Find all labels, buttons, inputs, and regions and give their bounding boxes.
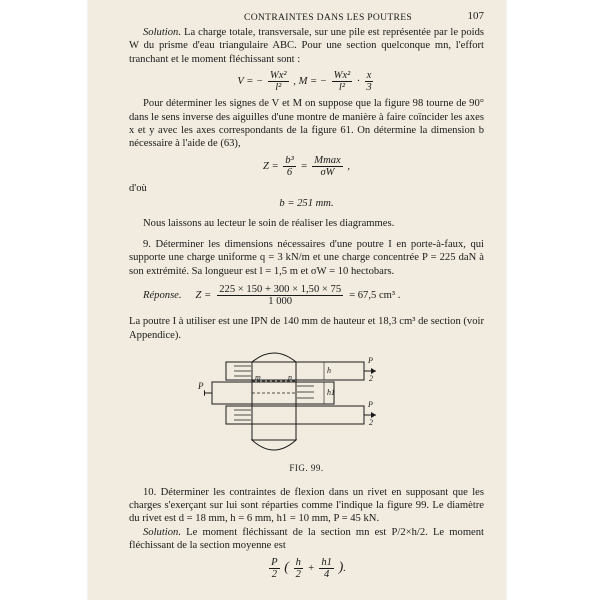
diagram-note: Nous laissons au lecteur le soin de réaliser les diagrammes. [143,217,395,229]
dou-text: d'où [129,182,147,194]
eq2-b-num: b³ [285,154,294,166]
eq-v-fraction [268,70,289,93]
label-p-top-den: 2 [369,374,373,384]
answer-num: 225 × 150 + 300 × 1,50 × 75 [219,284,342,296]
label-h: h [327,366,331,376]
eq-v-lhs: V = − [237,76,264,88]
label-p-bottom-den: 2 [369,418,373,428]
eq4-h1-den: 4 [323,568,330,580]
label-p-left: P [198,381,204,392]
eq-x-fraction [364,70,373,93]
eq4-h-fraction [294,557,303,580]
eq4-p-fraction [269,557,279,580]
eq-v-num: Wx² [269,70,287,82]
eq4-p-den: 2 [271,568,277,580]
solution-paragraph-2 [129,526,484,553]
eq2-m-fraction [312,155,342,178]
label-p-bottom: P [368,400,373,410]
eq4-p-num: P [271,556,278,568]
answer-den: 1 000 [268,296,293,308]
eq4-h1-fraction [319,557,334,580]
label-n: n [288,373,292,383]
rivet-head-bottom [252,440,296,450]
page-number: 107 [467,10,484,22]
solution-label: Solution. [143,27,181,38]
eq-m-lhs: , M = − [293,76,327,88]
problem-9: 9. Déterminer les dimensions nécessaires d'une poutre I en porte-à-faux, qui supporte une charge uniforme q = 3 kN/m et une charge concentrée P = 225 daN à son extrémité. Sa longueur est l = 1,5 m et σW = 10 hectobars. [129,239,484,277]
eq4-h-num: h [295,556,301,568]
label-p-top: P [368,356,373,366]
answer-label: Réponse. [143,290,182,302]
eq2-m-den: σW [320,166,335,178]
figure-99 [198,348,380,460]
eq2-equals: = [300,160,308,172]
rivet-head-top [252,353,296,362]
label-h1: h1 [327,388,335,398]
eq-m-den: l² [338,82,346,94]
problem-10: 10. Déterminer les contraintes de flexion dans un rivet en supposant que les charges s'exerçant sur lui sont réparties comme l'indique la figure 99. Le diamètre du rivet est d = 18 mm, h = 6 mm, h1 = 10 mm, P = 45 kN. [129,486,484,525]
page-content [129,10,484,584]
answer-result: = 67,5 cm³ . [349,290,401,302]
book-page [88,0,506,600]
eq2-z: Z = [262,160,279,172]
equation-section-modulus: Z = $\frac{\text{b³}}{6}$ = $\frac{Mmax}{\sigma W}$ , [262,154,351,178]
solution-paragraph-1 [129,26,484,66]
label-m: m [255,373,261,383]
eq-m-num: Wx² [333,70,351,82]
running-title: CONTRAINTES DANS LES POUTRES [244,12,413,23]
figure-caption: FIG. 99. [289,463,324,474]
arrowhead-left [204,390,205,396]
eq2-b-fraction [283,155,295,178]
equation-mean-moment: $\frac{P}{2}$ ( $\frac{h}{2}$ + $\frac{h1}{4}$ ). [271,556,346,580]
eq2-m-num: Mmax [314,154,341,166]
equation-b-result: b = 251 mm. [279,198,334,210]
eq-v-den: l² [275,82,282,94]
answer-fraction [217,284,343,307]
rivet-diagram [204,348,380,460]
eq4-h1-num: h1 [321,556,332,568]
eq2-b-den: 6 [286,166,293,178]
answer-z: Z = [195,290,212,302]
solution-label-2: Solution. [143,526,181,538]
eq-x-num: x [366,70,372,82]
signs-paragraph: Pour déterminer les signes de V et M on suppose que la figure 98 tourne de 90° dans le sens inverse des aiguilles d'une montre de manière à faire coïncider les axes x et y avec les axes correspondants de la figure 61. On détermine la dimension b nécessaire à l'aide de (63), [129,98,484,150]
eq-m-fraction [332,70,353,93]
solution-text: La charge totale, transversale, sur une pile est représentée par le poids W du prisme d'eau triangulaire ABC. Pour une section quelconque mn, l'effort tranchant et le moment fléchissant sont : [129,27,484,65]
equation-shear-moment: V = − $\frac{\text{Wx²}}{\text{l²}}$ , M = − $\frac{\text{Wx²}}{\text{l²}}$ · $\frac{x}{3}$ [237,70,372,94]
page-header [129,10,484,26]
answer-line [129,284,484,307]
eq4-h-den: 2 [295,568,301,580]
beam-choice: La poutre I à utiliser est une IPN de 140 mm de hauteur et 18,3 cm³ de section (voir Appendice). [129,316,484,341]
solution-text-2: Le moment fléchissant de la section mn est P/2×h/2. Le moment fléchissant de la section moyenne est [129,526,484,552]
eq-x-den: 3 [366,82,372,94]
eq4-plus: + [307,562,315,574]
